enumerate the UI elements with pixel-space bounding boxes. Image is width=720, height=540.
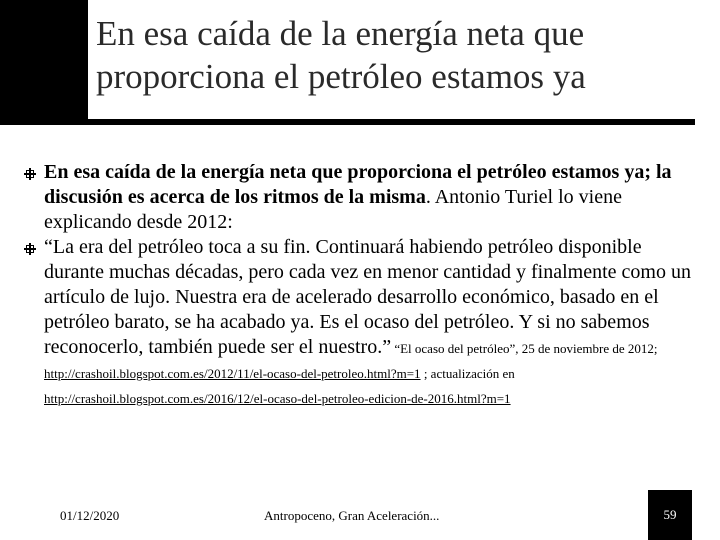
left-dark-bar (0, 0, 80, 123)
slide-body (24, 160, 704, 410)
bullet-1-text (44, 160, 704, 235)
bullet-2-ref: “El ocaso del petróleo”, 25 de noviembre de 2012; (391, 341, 658, 356)
bullet-icon (24, 168, 36, 180)
footer-title: Antropoceno, Gran Aceleración... (264, 508, 440, 523)
title-rule (0, 119, 695, 125)
footer-date: 01/12/2020 (60, 508, 120, 523)
link-2016[interactable]: http://crashoil.blogspot.com.es/2016/12/el-ocaso-del-petroleo-edicion-de-2016.html?m=1 (44, 391, 511, 406)
slide-title: En esa caída de la energía neta que proporciona el petróleo estamos ya (96, 14, 586, 96)
bullet-1-rest: . Antonio Turiel lo viene explicando desde 2012: (44, 186, 622, 233)
bullet-2 (24, 235, 704, 410)
bullet-1 (24, 160, 704, 235)
bullet-2-quote: “La era del petróleo toca a su fin. Continuará habiendo petróleo disponible durante muchas décadas, pero cada vez en menor cantidad y finalmente como un artículo de lujo. Nuestra era de acelerado desarrollo económico, basado en el petróleo barato, se ha acabado ya. Es el ocaso del petróleo. Y si no sabemos reconocerlo, también puede ser el nuestro.” (44, 236, 691, 358)
bullet-1-bold: En esa caída de la energía neta que proporciona el petróleo estamos ya; la discusión es acerca de los ritmos de la misma (44, 161, 672, 208)
bullet-2-text (44, 235, 704, 410)
page-number: 59 (648, 490, 692, 540)
bullet-2-ref-mid: ; actualización en (420, 366, 515, 381)
link-2012[interactable]: http://crashoil.blogspot.com.es/2012/11/el-ocaso-del-petroleo.html?m=1 (44, 366, 421, 381)
left-strip (80, 0, 88, 123)
bullet-icon (24, 243, 36, 255)
